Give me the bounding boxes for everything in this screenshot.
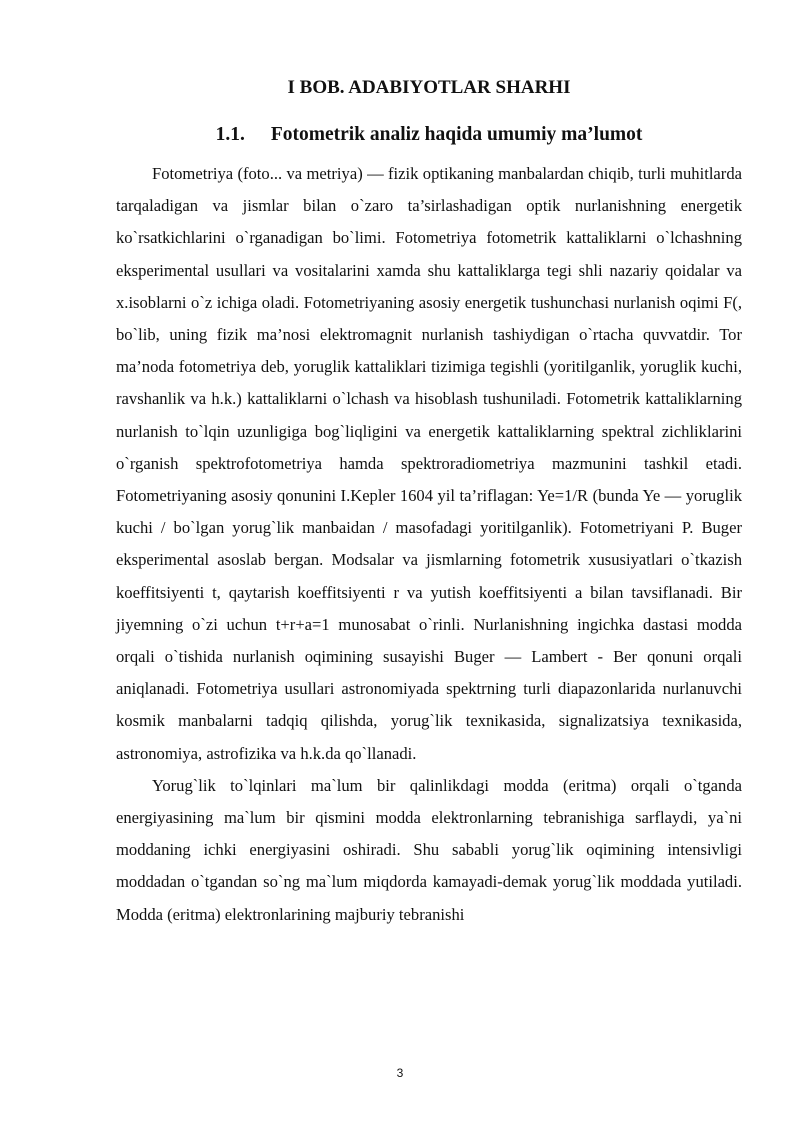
- body-text: [116, 158, 742, 931]
- page-number: 3: [396, 1066, 404, 1080]
- section-number: 1.1.: [215, 124, 245, 145]
- section-heading: [116, 121, 742, 149]
- section-title: Fotometrik analiz haqida umumiy ma’lumot: [270, 124, 643, 145]
- paragraph: Yorug`lik to`lqinlari ma`lum bir qalinlikdagi modda (eritma) orqali o`tganda energiyasining ma`lum bir qismini modda elektronlarning tebranishiga sarflaydi, ya`ni moddaning ichki energiyasini oshiradi. Shu sababli yorug`lik oqimining intensivligi moddadan o`tgandan so`ng ma`lum miqdorda kamayadi-demak yorug`lik moddada yutiladi. Modda (eritma) elektronlarining majburiy tebranishi: [116, 775, 742, 924]
- chapter-title: I BOB. ADABIYOTLAR SHARHI: [287, 77, 571, 98]
- paragraph: Fotometriya (foto... va metriya) — fizik optikaning manbalardan chiqib, turli muhitlarda tarqaladigan va jismlar bilan o`zaro ta’sirlashadigan optik nurlanishning energetik ko`rsatkichlarini o`rganadigan bo`limi. Fotometriya fotometrik kattaliklarni o`lchashning eksperimental usullari va vositalarini xamda shu kattaliklarga tegi shli nazariy qoidalar va x.isoblarni o`z ichiga oladi. Fotometriyaning asosiy energetik tushunchasi nurlanish oqimi F(, bo`lib, uning fizik ma’nosi elektromagnit nurlanish tashiydigan o`rtacha quvvatdir. Tor ma’noda fotometriya deb, yoruglik kattaliklari tizimiga tegishli (yoritilganlik, yoruglik kuchi, ravshanlik va h.k.) kattaliklarni o`lchash va hisoblash tushuniladi. Fotometrik kattaliklarning nurlanish to`lqin uzunligiga bog`liqligini va energetik kattaliklarning spektral zichliklarini o`rganish spektrofotometriya hamda spektroradiometriya mazmunini tashkil etadi. Fotometriyaning asosiy qonunini I.Kepler 1604 yil ta’riflagan: Ye=1/R (bunda Ye — yoruglik kuchi / bo`lgan yorug`lik manbaidan / masofadagi yoritilganlik). Fotometriyani P. Buger eksperimental asoslab bergan. Modsalar va jismlarning fotometrik xususiyatlari o`tkazish koeffitsiyenti t, qaytarish koeffitsiyenti r va yutish koeffitsiyenti a bilan tavsiflanadi. Bir jiyemning o`zi uchun t+r+a=1 munosabat o`rinli. Nurlanishning ingichka dastasi modda orqali o`tishida nurlanish oqimining susayishi Buger — Lambert - Ber qonuni orqali aniqlanadi. Fotometriya usullari astronomiyada spektrning turli diapazonlarida nurlanuvchi kosmik manbalarni tadqiq qilishda, yorug`lik texnikasida, signalizatsiya texnikasida, astronomiya, astrofizika va h.k.da qo`llanadi.: [116, 164, 742, 763]
